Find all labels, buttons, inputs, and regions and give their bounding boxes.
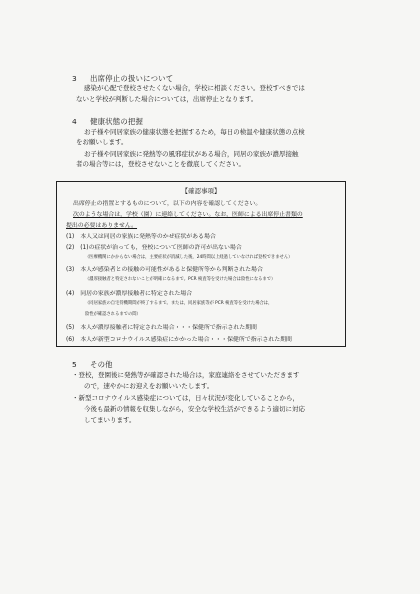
section-5-bullet-2-line-2: 今後も最新の情報を収集しながら，安全な学校生活ができるよう適切に対応 — [84, 405, 305, 413]
section-5-number: 5 — [72, 360, 77, 369]
section-3-number: 3 — [72, 74, 77, 83]
section-5-heading — [72, 359, 113, 370]
section-4-number: 4 — [72, 117, 77, 126]
box-item-1: (1) 本人又は同居の家族に発熱等のかぜ症状がある場合 — [66, 234, 216, 240]
section-5-title: その他 — [90, 360, 113, 369]
section-5-bullet-1-line-2: ので，速やかにお迎えをお願いいたします。 — [84, 382, 214, 390]
box-item-5: (5) 本人が濃厚接触者に特定された場合・・・保健所で指示された期間 — [66, 325, 257, 331]
box-item-2: (2) (1)の症状が治っても，登校について医師の許可が出ない場合 — [66, 245, 242, 251]
section-5-bullet-2-line-3: してまいります。 — [84, 416, 136, 424]
box-item-2-note: （医療機関にかからない場合は，主要症状が消滅した後，24時間以上経過していなければ登校できません） — [85, 255, 293, 260]
confirmation-box — [56, 181, 346, 347]
section-4-line-1: お子様や同居家族の健康状態を把握するため，毎日の検温や健康状態の点検 — [84, 128, 305, 136]
section-4-heading — [72, 116, 143, 127]
section-4-line-3: お子様や同居家族に発熱等の風邪症状がある場合，同居の家族が濃厚接触 — [84, 150, 299, 158]
box-item-4: (4) 同居の家族が濃厚接触者に特定された場合 — [66, 291, 193, 297]
section-4-title: 健康状態の把握 — [90, 117, 144, 126]
section-5-bullet-2-line-1: ・新型コロナウイルス感染症については，日々状況が変化していることから， — [72, 394, 299, 402]
confirmation-box-title: 【確認事項】 — [181, 187, 221, 195]
box-item-4-note-2: 陰性が確認されるまでの間） — [85, 312, 141, 317]
box-item-6: (6) 本人が新型コロナウイルス感染症にかかった場合・・・保健所で指示された期間 — [66, 337, 292, 343]
box-item-3-note: （濃厚接触者と特定されないことが明確になるまで。PCR 検査等を受けた場合は陰性になるまで） — [85, 277, 276, 282]
box-intro-line-1: 出席停止の措置とするものについて，以下の内容を確認してください。 — [73, 201, 262, 207]
section-5-bullet-1-line-1: ・登校，登園後に発熱等が確認された場合は，家庭連絡をさせていただきます — [72, 371, 300, 379]
section-3-line-2: ないと学校が判断した場合については，出席停止となります。 — [76, 95, 258, 103]
section-3-title: 出席停止の扱いについて — [90, 74, 174, 83]
section-4-line-4: 者の場合等には，登校させないことを徹底してください。 — [76, 160, 245, 168]
section-4-line-2: をお願いします。 — [76, 138, 128, 146]
section-3-line-1: 感染が心配で登校させたくない場合，学校に相談ください。登校すべきでは — [84, 84, 305, 92]
box-intro-line-2: 次のような場合は，学校（園）に連絡してください。なお，医師による出席停止書類の — [73, 212, 303, 218]
box-item-4-note-1: （同居家族の自宅待機期間が終了するまで。または，同居家族等が PCR 検査等を受けた場合は， — [85, 301, 273, 306]
box-item-3: (3) 本人が感染者との接触の可能性があると保健所等から判断された場合 — [66, 267, 263, 273]
box-intro-line-3: 提出の必要はありません。 — [66, 223, 138, 229]
